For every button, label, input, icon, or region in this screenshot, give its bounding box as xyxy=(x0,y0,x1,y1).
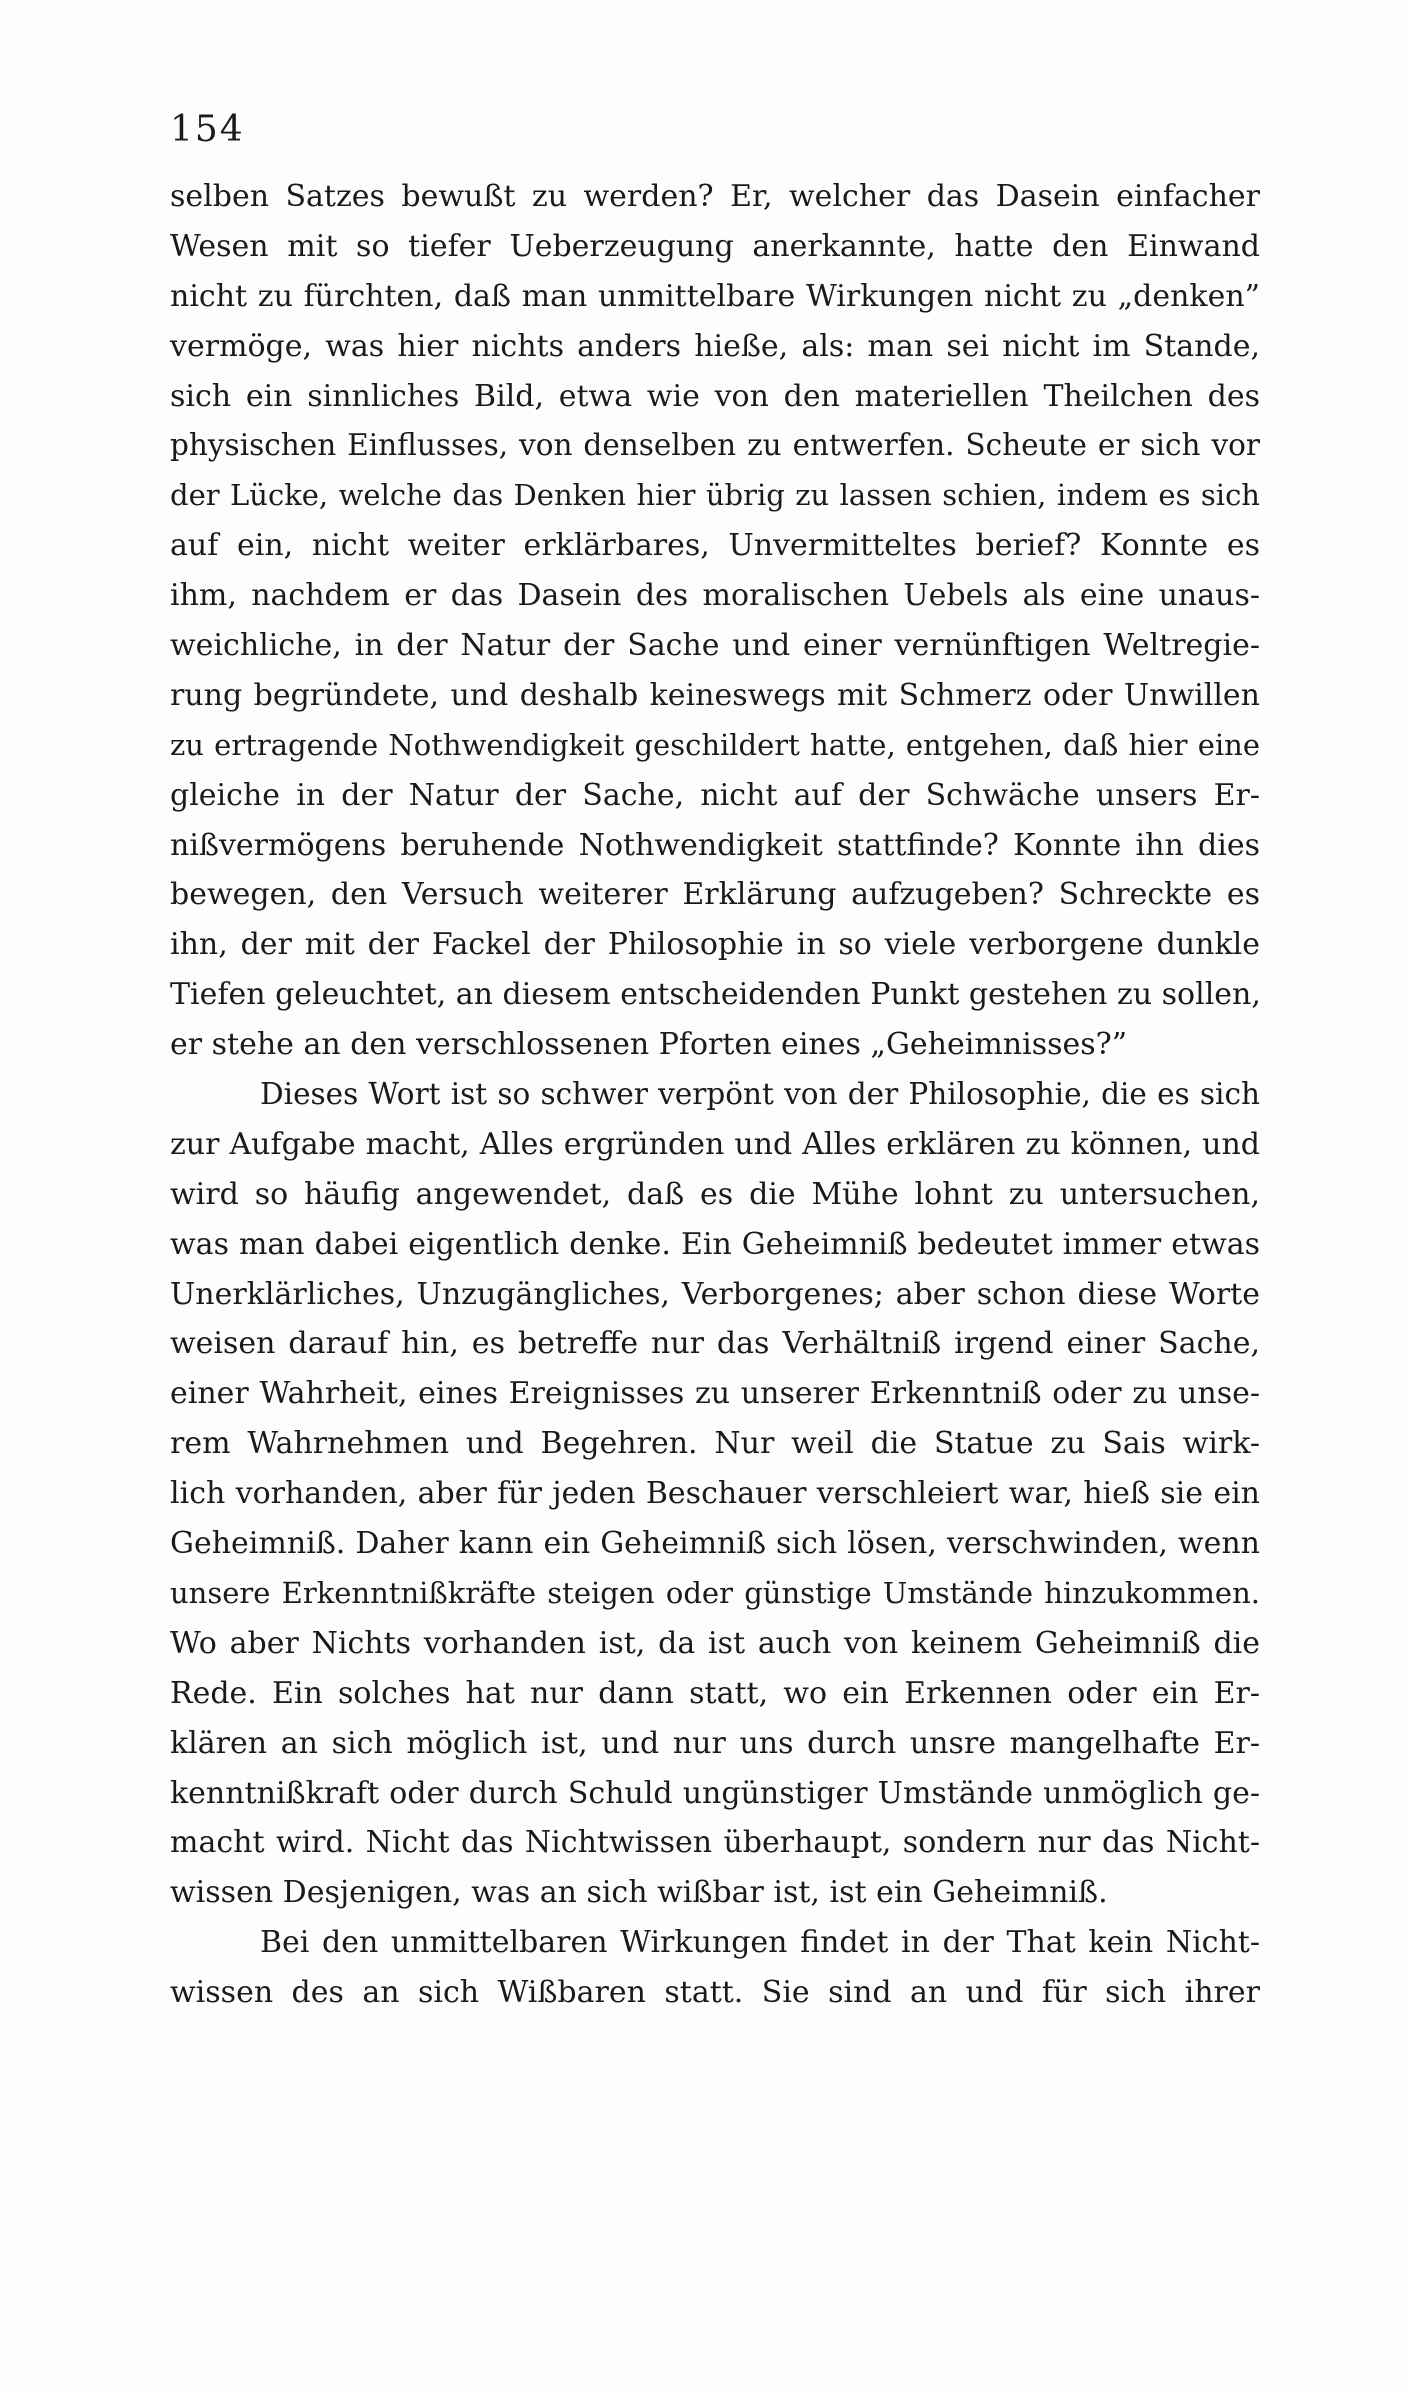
text-line: nicht zu fürchten, daß man unmittelbare Wirkungen nicht zu „denken” xyxy=(170,278,1260,314)
body-text xyxy=(170,172,1260,2018)
text-line: zu ertragende Nothwendigkeit geschildert hatte, entgehen, daß hier eine xyxy=(170,727,1260,762)
text-line: Unerklärliches, Unzugängliches, Verborgenes; aber schon diese Worte xyxy=(170,1276,1260,1312)
text-line: Geheimniß. Daher kann ein Geheimniß sich lösen, verschwinden, wenn xyxy=(170,1526,1260,1562)
text-line: macht wird. Nicht das Nichtwissen überhaupt, sondern nur das Nicht- xyxy=(170,1825,1260,1861)
paragraph xyxy=(170,172,1260,1070)
text-line: Dieses Wort ist so schwer verpönt von der Philosophie, die es sich xyxy=(260,1077,1260,1112)
text-line: wird so häufig angewendet, daß es die Mühe lohnt zu untersuchen, xyxy=(170,1176,1260,1212)
text-line: rung begründete, und deshalb keineswegs mit Schmerz oder Unwillen xyxy=(170,677,1260,713)
text-line: kenntnißkraft oder durch Schuld ungünstiger Umstände unmöglich ge- xyxy=(170,1775,1260,1811)
text-line: Tiefen geleuchtet, an diesem entscheidenden Punkt gestehen zu sollen, xyxy=(170,977,1261,1013)
text-line: Wo aber Nichts vorhanden ist, da ist auch von keinem Geheimniß die xyxy=(170,1625,1260,1661)
text-line: selben Satzes bewußt zu werden? Er, welcher das Dasein einfacher xyxy=(170,179,1260,214)
text-line: nißvermögens beruhende Nothwendigkeit stattfinde? Konnte ihn dies xyxy=(170,827,1260,863)
text-line: weichliche, in der Natur der Sache und einer vernünftigen Weltregie- xyxy=(170,628,1260,664)
text-line: was man dabei eigentlich denke. Ein Geheimniß bedeutet immer etwas xyxy=(170,1226,1260,1262)
text-line: Rede. Ein solches hat nur dann statt, wo ein Erkennen oder ein Er- xyxy=(170,1675,1260,1711)
text-line: weisen darauf hin, es betreffe nur das Verhältniß irgend einer Sache, xyxy=(170,1326,1260,1362)
text-line: gleiche in der Natur der Sache, nicht auf der Schwäche unsers Er- xyxy=(170,777,1260,813)
text-line: Wesen mit so tiefer Ueberzeugung anerkannte, hatte den Einwand xyxy=(170,228,1260,264)
text-line: Bei den unmittelbaren Wirkungen findet in der That kein Nicht- xyxy=(260,1925,1260,1961)
text-line: zur Aufgabe macht, Alles ergründen und Alles erklären zu können, und xyxy=(170,1126,1260,1162)
paragraph xyxy=(170,1070,1260,1918)
text-line: vermöge, was hier nichts anders hieße, als: man sei nicht im Stande, xyxy=(170,328,1260,364)
text-line: der Lücke, welche das Denken hier übrig zu lassen schien, indem es sich xyxy=(170,478,1260,513)
text-line: wissen Desjenigen, was an sich wißbar ist, ist ein Geheimniß. xyxy=(170,1875,1108,1911)
text-line: wissen des an sich Wißbaren statt. Sie sind an und für sich ihrer xyxy=(170,1975,1260,2011)
text-line: auf ein, nicht weiter erklärbares, Unvermitteltes berief? Konnte es xyxy=(170,528,1260,564)
text-line: rem Wahrnehmen und Begehren. Nur weil die Statue zu Sais wirk- xyxy=(170,1426,1260,1462)
text-line: sich ein sinnliches Bild, etwa wie von den materiellen Theilchen des xyxy=(170,378,1260,414)
text-line: einer Wahrheit, eines Ereignisses zu unserer Erkenntniß oder zu unse- xyxy=(170,1376,1260,1412)
text-line: lich vorhanden, aber für jeden Beschauer verschleiert war, hieß sie ein xyxy=(170,1476,1260,1512)
page-number: 154 xyxy=(170,109,245,150)
paragraph xyxy=(170,1918,1260,2018)
text-line: er stehe an den verschlossenen Pforten eines „Geheimnisses?” xyxy=(170,1027,1128,1063)
text-line: bewegen, den Versuch weiterer Erklärung aufzugeben? Schreckte es xyxy=(170,877,1260,913)
text-line: ihm, nachdem er das Dasein des moralischen Uebels als eine unaus- xyxy=(170,578,1260,614)
text-line: ihn, der mit der Fackel der Philosophie in so viele verborgene dunkle xyxy=(170,927,1260,963)
text-line: klären an sich möglich ist, und nur uns durch unsre mangelhafte Er- xyxy=(170,1725,1260,1761)
text-line: physischen Einflusses, von denselben zu entwerfen. Scheute er sich vor xyxy=(170,428,1260,463)
text-line: unsere Erkenntnißkräfte steigen oder günstige Umstände hinzukommen. xyxy=(170,1575,1260,1610)
